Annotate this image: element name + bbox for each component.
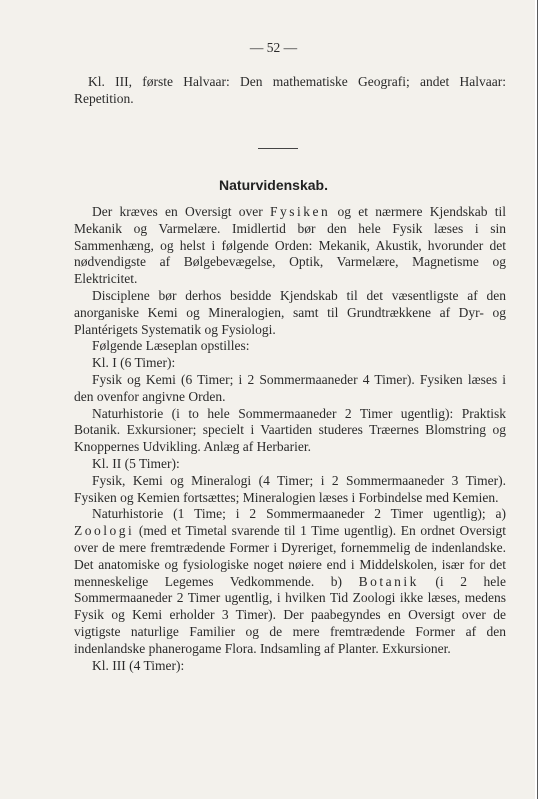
intro-text [74, 74, 506, 108]
intro-paragraph: Kl. III, første Halvaar: Den mathematiske Geografi; andet Halvaar: Repetition. [74, 74, 506, 106]
paragraph-laeseplan: Følgende Læseplan opstilles: [92, 338, 250, 354]
class-heading-2: Kl. II (5 Timer): [92, 455, 180, 471]
section-body [74, 204, 506, 674]
paragraph-naturhistorie-2 [74, 506, 506, 657]
section-divider [258, 148, 298, 149]
paragraph-disciplene: Disciplene bør derhos besidde Kjendskab til det væsentligste af den anorganiske Kemi og Mineralogien, samt til Grundtrækkene af Dyr- og Plantérigets Systematik og Fysiologi. [74, 287, 506, 337]
section-heading: Naturvidenskab. [219, 177, 328, 193]
paragraph-fysik-a: Der kræves en Oversigt over [92, 204, 270, 219]
paragraph-fysik-kemi-2: Fysik, Kemi og Mineralogi (4 Timer; i 2 Sommermaaneder 3 Timer). Fysiken og Kemien fortsættes; Mineralogien læses i Forbindelse med Kemien. [74, 472, 506, 505]
term-zoologi: Zoologi [74, 523, 135, 539]
class-heading-1: Kl. I (6 Timer): [92, 355, 176, 371]
term-fysiken: Fysiken [269, 204, 331, 219]
naturhistorie-2-e: (i 2 hele Sommermaaneder 2 Timer ugentlig, i hvilken Tid Zoologi ikke læses, medens Fysik og Kemi erholder 3 Timer). Der paabegyndes en Oversigt over de vigtigste naturlige Familier og de mere fremtrædende Former af den indenlandske phanerogame Flora. Indsamling af Planter. Exkursioner. [74, 573, 507, 656]
class-heading-3: Kl. III (4 Timer): [92, 657, 185, 673]
paragraph-naturhistorie-1: Naturhistorie (i to hele Sommermaaneder 2 Timer ugentlig): Praktisk Botanik. Exkursioner; specielt i Vaartiden studeres Træernes Blomstring og Knoppernes Udvikling. Anlæg af Herbarier. [74, 405, 506, 455]
paragraph-fysik-kemi-1: Fysik og Kemi (6 Timer; i 2 Sommermaaneder 4 Timer). Fysiken læses i den ovenfor angivne Orden. [74, 371, 506, 404]
page-number: — 52 — [249, 40, 298, 55]
term-botanik: Botanik [358, 573, 419, 589]
paragraph-fysik [74, 204, 506, 288]
naturhistorie-2-a: Naturhistorie (1 Time; i 2 Sommermaaneder 2 Timer ugentlig); a) [92, 506, 506, 522]
naturhistorie-2-c: (med et Timetal svarende til 1 Time ugentlig). En ordnet Oversigt over de mere fremtrædende Former i Dyreriget, fornemmelig de indenlandske. Det anatomiske og fysiologiske noget nøiere end i Middelskolen, især for det menneskelige Legemes Vedkommende. b) [74, 523, 506, 589]
page-edge-rule [537, 0, 538, 799]
paragraph-fysik-c: og et nærmere Kjendskab til Mekanik og Varmelære. Imidlertid bør den hele Fysik læses i sin Sammenhæng, og helst i følgende Orden: Mekanik, Akustik, hvorunder det nødvendigste af Bølgebevægelse, Optik, Varmelære, Magnetisme og Elektricitet. [74, 204, 506, 287]
